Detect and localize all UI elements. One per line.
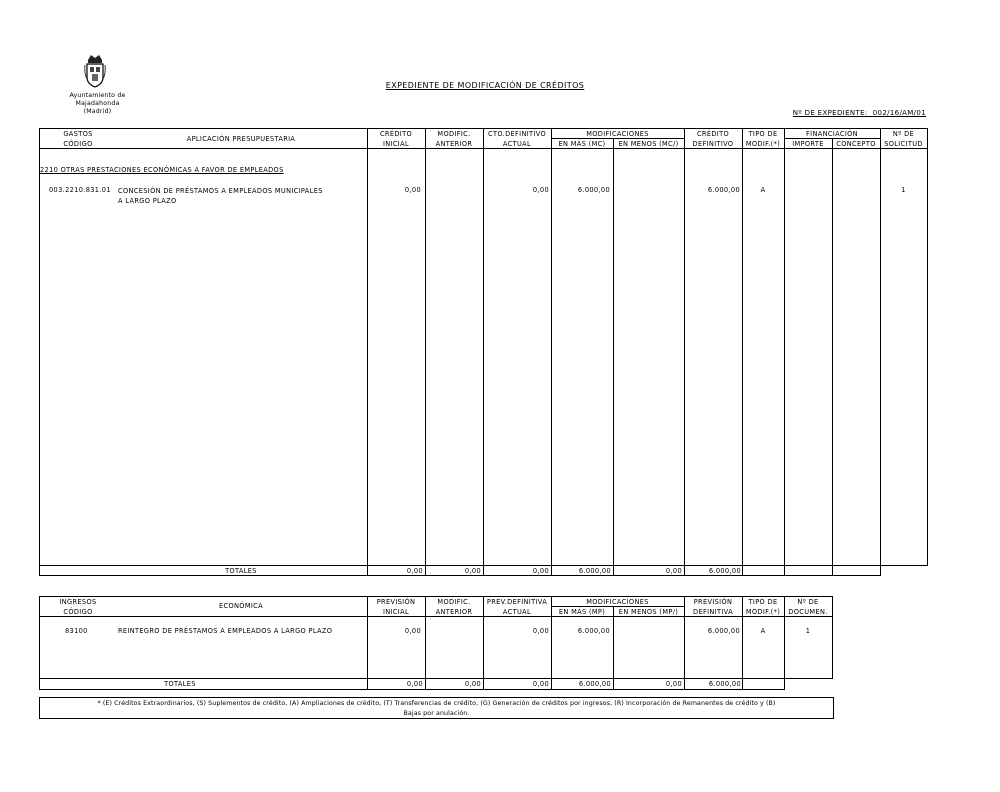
document-title: EXPEDIENTE DE MODIFICACIÓN DE CRÉDITOS — [385, 81, 585, 90]
section-title: 2210 OTRAS PRESTACIONES ECONÓMICAS A FAVOR DE EMPLEADOS — [40, 166, 284, 174]
header-ing-tipo-modif: TIPO DE MODIF.(*) — [745, 598, 781, 616]
header-en-menos: EN MENOS (MC/) — [618, 140, 679, 148]
ing-totals-actual: 0,00 — [532, 680, 549, 688]
totals-en-mas: 6.000,00 — [578, 567, 611, 575]
totals-actual: 0,00 — [532, 567, 549, 575]
header-documen: Nº DE DOCUMEN. — [788, 598, 828, 616]
header-ing-modific-anterior: MODIFIC. ANTERIOR — [435, 598, 473, 616]
row-tipo: A — [760, 186, 766, 194]
ing-totals-inicial: 0,00 — [406, 680, 423, 688]
ing-totals-label: TOTALES — [164, 680, 196, 688]
header-concepto: CONCEPTO — [836, 140, 876, 148]
row-solicitud: 1 — [901, 186, 906, 194]
totals-en-menos: 0,00 — [665, 567, 682, 575]
ing-totals-anterior: 0,00 — [464, 680, 481, 688]
totals-definitivo: 6.000,00 — [708, 567, 741, 575]
ing-row-definitiva: 6.000,00 — [707, 627, 740, 635]
header-gastos-codigo: GASTOS CÓDIGO — [63, 130, 93, 148]
header-ingresos-codigo: INGRESOS CÓDIGO — [59, 598, 97, 616]
ing-totals-en-menos: 0,00 — [665, 680, 682, 688]
header-cto-definitivo: CTO.DEFINITIVO ACTUAL — [488, 130, 546, 148]
header-ing-modificaciones: MODIFICACIONES — [586, 598, 649, 606]
header-ing-en-menos: EN MENOS (MP/) — [618, 608, 679, 616]
totals-anterior: 0,00 — [464, 567, 481, 575]
ing-totals-definitiva: 6.000,00 — [708, 680, 741, 688]
ing-totals-en-mas: 6.000,00 — [578, 680, 611, 688]
totals-inicial: 0,00 — [406, 567, 423, 575]
row-code: 003.2210.831.01 — [49, 186, 111, 194]
header-financiacion: FINANCIACIÓN — [806, 130, 858, 138]
header-modificaciones: MODIFICACIONES — [586, 130, 649, 138]
row-inicial: 0,00 — [404, 186, 421, 194]
header-solicitud: Nº DE SOLICITUD — [884, 130, 923, 148]
footnote-text: * (E) Créditos Extraordinarios, (S) Suplementos de crédito, (A) Ampliaciones de crédito, (T) Transferencias de crédito, (G) Generación de créditos por ingresos, (R) Incorporación de Remanentes de crédito y (B) Bajas por anulación. — [97, 700, 776, 717]
ing-row-actual: 0,00 — [532, 627, 549, 635]
header-credito-definitivo: CRÉDITO DEFINITIVO — [692, 130, 734, 148]
header-en-mas: EN MÁS (MC) — [558, 140, 606, 148]
ing-row-description: REINTEGRO DE PRÉSTAMOS A EMPLEADOS A LARGO PLAZO — [118, 627, 333, 635]
ing-row-inicial: 0,00 — [404, 627, 421, 635]
footnote-box — [39, 697, 834, 719]
header-aplicacion: APLICACIÓN PRESUPUESTARIA — [186, 135, 296, 143]
ing-row-documen: 1 — [805, 627, 811, 635]
header-modific-anterior: MODIFIC. ANTERIOR — [435, 130, 473, 148]
ing-row-en-mas: 6.000,00 — [577, 627, 610, 635]
header-prev-definitiva: PREV.DEFINITIVA ACTUAL — [486, 598, 548, 616]
header-credito-inicial: CRÉDITO INICIAL — [379, 130, 413, 148]
row-definitivo: 6.000,00 — [707, 186, 740, 194]
row-en-mas: 6.000,00 — [577, 186, 610, 194]
org-name: Ayuntamiento de Majadahonda (Madrid) — [69, 92, 126, 115]
header-importe: IMPORTE — [792, 140, 824, 148]
header-economica: ECONÓMICA — [219, 602, 263, 610]
coat-of-arms-icon — [84, 53, 106, 88]
ing-row-code: 83100 — [65, 627, 88, 635]
header-prevision-inicial: PREVISIÓN INICIAL — [376, 598, 416, 616]
header-ing-en-mas: EN MÁS (MP) — [558, 608, 606, 616]
row-description: CONCESIÓN DE PRÉSTAMOS A EMPLEADOS MUNICIPALES A LARGO PLAZO — [118, 187, 323, 205]
expediente-number: Nº DE EXPEDIENTE: 002/16/AM/01 — [792, 109, 926, 117]
header-prevision-definitiva: PREVISIÓN DEFINITIVA — [693, 598, 733, 616]
header-tipo-modif: TIPO DE MODIF.(*) — [745, 130, 781, 148]
row-actual: 0,00 — [532, 186, 549, 194]
ing-row-tipo: A — [760, 627, 766, 635]
totals-label: TOTALES — [225, 567, 257, 575]
